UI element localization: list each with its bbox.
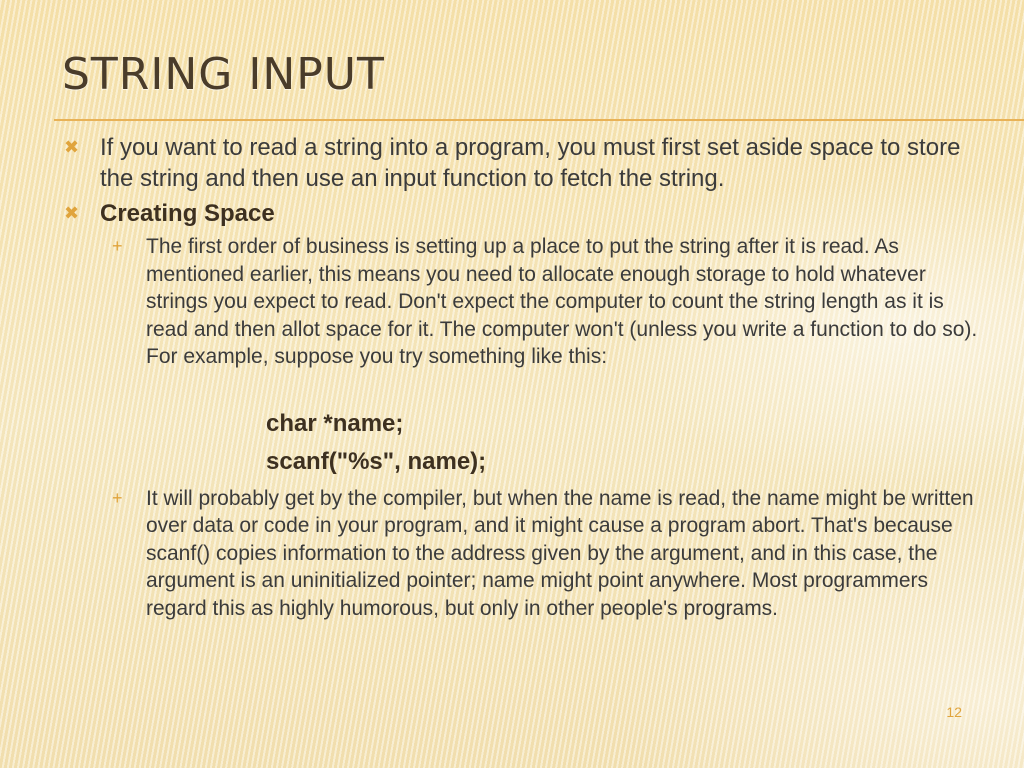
- sub-bullet-item: [62, 233, 982, 371]
- bullet-item: [62, 132, 982, 194]
- code-line: char *name;: [266, 409, 404, 437]
- plus-icon: +: [112, 236, 123, 256]
- x-mark-icon: ✖: [64, 137, 80, 157]
- sub-bullet-text: The first order of business is setting up a place to put the string after it is read. As mentioned earlier, this means you need to allocate enough storage to hold whatever strings you expect to read. Don't expect the computer to count the string length as it is read and then allot space for it. The computer won't (unless you write a function to do so). For example, suppose you try something like this:: [146, 235, 978, 368]
- slide-title: STRING INPUT: [62, 49, 385, 100]
- slide-body: [62, 132, 982, 622]
- page-number: 12: [946, 704, 962, 720]
- plus-icon: +: [112, 487, 123, 508]
- bullet-item: [62, 198, 982, 229]
- title-divider: [54, 119, 1024, 121]
- bullet-heading: Creating Space: [100, 200, 275, 227]
- code-line: scanf("%s", name);: [266, 447, 487, 475]
- sub-bullet-text: It will probably get by the compiler, but when the name is read, the name might be written over data or code in your program, and it might cause a program abort. That's because scanf() copies information to the address given by the argument, and in this case, the argument is an uninitialized pointer; name might point anywhere. Most programmers regard this as highly humorous, but only in other people's programs.: [146, 486, 974, 620]
- bullet-text: If you want to read a string into a program, you must first set aside space to store the string and then use an input function to fetch the string.: [100, 134, 961, 192]
- x-mark-icon: ✖: [64, 203, 80, 223]
- sub-bullet-item: [62, 485, 982, 623]
